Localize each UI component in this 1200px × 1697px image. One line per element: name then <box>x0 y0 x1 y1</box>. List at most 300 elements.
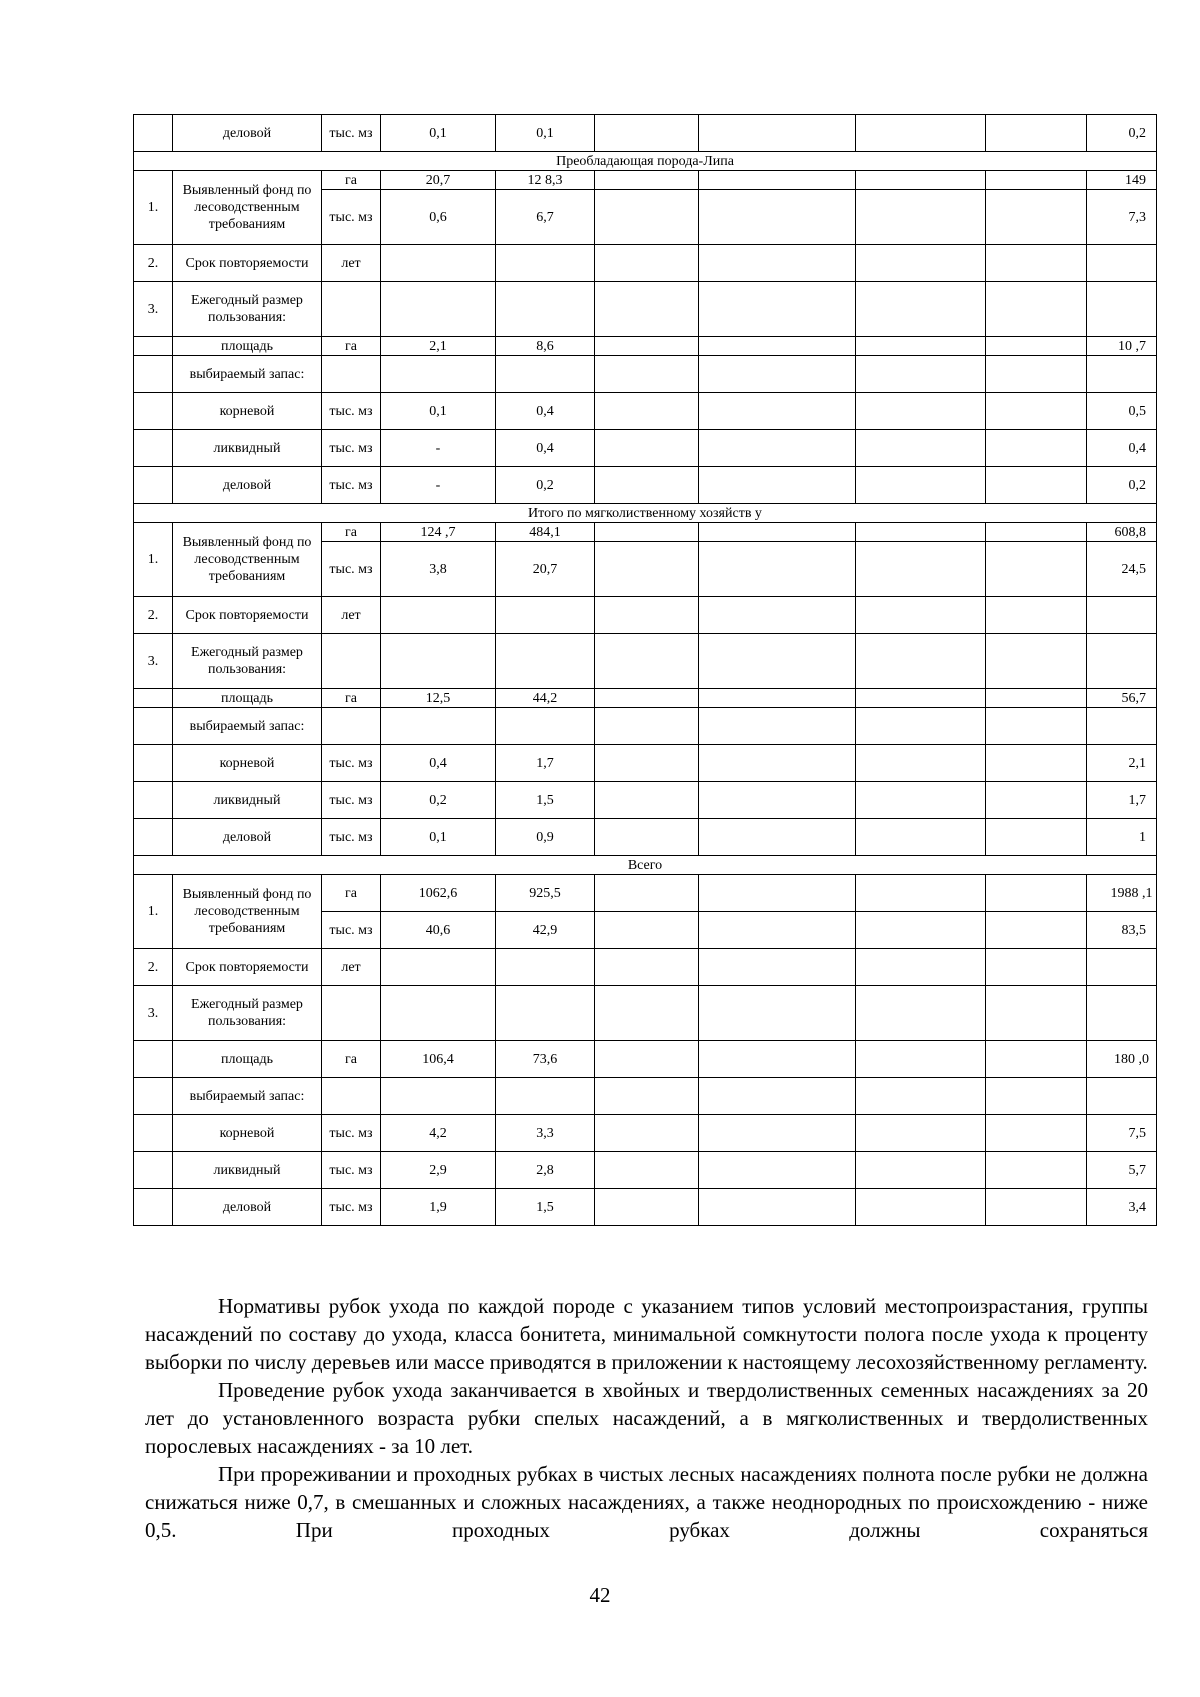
value-cell: 20,7 <box>496 542 595 597</box>
value-cell: 925,5 <box>496 875 595 912</box>
empty-cell <box>986 708 1087 745</box>
empty-cell <box>699 356 856 393</box>
row-label-cell: Ежегодный размер пользования: <box>173 986 322 1041</box>
section-title: Преобладающая порода-Липа <box>134 152 1157 171</box>
empty-cell <box>496 245 595 282</box>
table-row <box>134 152 1157 171</box>
value-cell: 1,5 <box>496 782 595 819</box>
table-row <box>134 504 1157 523</box>
empty-cell <box>699 1152 856 1189</box>
empty-cell <box>322 986 381 1041</box>
empty-cell <box>856 1189 986 1226</box>
unit-cell: лет <box>322 949 381 986</box>
empty-cell <box>986 430 1087 467</box>
total-cell: 0,5 <box>1087 393 1157 430</box>
table-row <box>134 523 1157 542</box>
row-number-cell: 2. <box>134 597 173 634</box>
row-label-cell: корневой <box>173 1115 322 1152</box>
empty-cell <box>595 875 699 912</box>
empty-cell <box>1087 634 1157 689</box>
empty-cell <box>856 393 986 430</box>
total-cell: 83,5 <box>1087 912 1157 949</box>
empty-cell <box>322 356 381 393</box>
total-cell: 7,5 <box>1087 1115 1157 1152</box>
empty-cell <box>986 689 1087 708</box>
table-row <box>134 1189 1157 1226</box>
value-cell: 0,6 <box>381 190 496 245</box>
unit-cell: тыс. мз <box>322 430 381 467</box>
empty-cell <box>381 634 496 689</box>
unit-cell: тыс. мз <box>322 1115 381 1152</box>
empty-cell <box>699 634 856 689</box>
table-row <box>134 856 1157 875</box>
unit-cell: лет <box>322 597 381 634</box>
empty-cell <box>699 393 856 430</box>
value-cell: 8,6 <box>496 337 595 356</box>
row-label-cell: ликвидный <box>173 430 322 467</box>
empty-cell <box>595 708 699 745</box>
value-cell: 6,7 <box>496 190 595 245</box>
unit-cell: тыс. мз <box>322 782 381 819</box>
unit-cell: га <box>322 171 381 190</box>
row-number-cell <box>134 1078 173 1115</box>
row-label-cell: площадь <box>173 689 322 708</box>
empty-cell <box>496 356 595 393</box>
empty-cell <box>595 190 699 245</box>
empty-cell <box>986 542 1087 597</box>
empty-cell <box>595 1152 699 1189</box>
row-number-cell: 2. <box>134 949 173 986</box>
table-row <box>134 745 1157 782</box>
empty-cell <box>595 689 699 708</box>
total-cell: 0,2 <box>1087 115 1157 152</box>
table-row <box>134 337 1157 356</box>
value-cell: 73,6 <box>496 1041 595 1078</box>
total-cell: 56,7 <box>1087 689 1157 708</box>
row-label-cell: площадь <box>173 337 322 356</box>
empty-cell <box>595 1115 699 1152</box>
unit-cell: тыс. мз <box>322 190 381 245</box>
empty-cell <box>595 356 699 393</box>
empty-cell <box>595 467 699 504</box>
empty-cell <box>986 245 1087 282</box>
row-number-cell <box>134 745 173 782</box>
empty-cell <box>986 875 1087 912</box>
empty-cell <box>986 1152 1087 1189</box>
row-label-cell: корневой <box>173 393 322 430</box>
paragraph: Проведение рубок ухода заканчивается в хвойных и твердолиственных семенных насаждениях за 20 лет до установленного возраста рубки спелых насаждений, а в мягколиственных и твердолиственных порослевых насаждениях - за 10 лет. <box>145 1378 1148 1458</box>
value-cell: 0,4 <box>496 430 595 467</box>
empty-cell <box>699 819 856 856</box>
empty-cell <box>986 171 1087 190</box>
table-row <box>134 949 1157 986</box>
empty-cell <box>381 986 496 1041</box>
empty-cell <box>856 356 986 393</box>
empty-cell <box>856 337 986 356</box>
empty-cell <box>986 782 1087 819</box>
row-number-cell: 3. <box>134 986 173 1041</box>
empty-cell <box>496 282 595 337</box>
empty-cell <box>856 949 986 986</box>
row-number-cell <box>134 337 173 356</box>
empty-cell <box>1087 708 1157 745</box>
empty-cell <box>595 245 699 282</box>
table-row <box>134 171 1157 190</box>
empty-cell <box>699 337 856 356</box>
empty-cell <box>856 282 986 337</box>
empty-cell <box>1087 949 1157 986</box>
row-label-cell: выбираемый запас: <box>173 708 322 745</box>
regulation-table-wrapper <box>133 114 1156 1226</box>
row-number-cell <box>134 115 173 152</box>
empty-cell <box>699 1041 856 1078</box>
empty-cell <box>381 245 496 282</box>
empty-cell <box>595 819 699 856</box>
total-cell: 1988 ,1 <box>1087 875 1157 912</box>
unit-cell: тыс. мз <box>322 1152 381 1189</box>
unit-cell: тыс. мз <box>322 467 381 504</box>
section-title: Итого по мягколиственному хозяйств у <box>134 504 1157 523</box>
empty-cell <box>595 912 699 949</box>
row-number-cell <box>134 1152 173 1189</box>
paragraph: Нормативы рубок ухода по каждой породе с указанием типов условий местопроизрастания, группы насаждений по составу до ухода, класса бонитета, минимальной сомкнутости полога после ухода к проценту выборки по числу деревьев или массе приводятся в приложении к настоящему лесохозяйственному регламенту. <box>145 1294 1148 1374</box>
value-cell: 4,2 <box>381 1115 496 1152</box>
table-row <box>134 782 1157 819</box>
value-cell: 20,7 <box>381 171 496 190</box>
empty-cell <box>381 356 496 393</box>
empty-cell <box>986 1078 1087 1115</box>
empty-cell <box>595 949 699 986</box>
unit-cell: га <box>322 689 381 708</box>
empty-cell <box>595 430 699 467</box>
row-label-cell: корневой <box>173 745 322 782</box>
row-label-cell: ликвидный <box>173 782 322 819</box>
empty-cell <box>986 819 1087 856</box>
value-cell: 106,4 <box>381 1041 496 1078</box>
empty-cell <box>699 1189 856 1226</box>
empty-cell <box>856 245 986 282</box>
page-number: 42 <box>589 1583 611 1607</box>
empty-cell <box>1087 356 1157 393</box>
empty-cell <box>856 745 986 782</box>
table-row <box>134 115 1157 152</box>
unit-cell: тыс. мз <box>322 393 381 430</box>
section-title: Всего <box>134 856 1157 875</box>
empty-cell <box>381 708 496 745</box>
empty-cell <box>699 1115 856 1152</box>
table-row <box>134 430 1157 467</box>
unit-cell: га <box>322 875 381 912</box>
empty-cell <box>856 782 986 819</box>
table-row <box>134 819 1157 856</box>
table-row <box>134 467 1157 504</box>
row-number-cell <box>134 430 173 467</box>
value-cell: 2,1 <box>381 337 496 356</box>
row-number-cell: 3. <box>134 634 173 689</box>
empty-cell <box>595 282 699 337</box>
empty-cell <box>496 949 595 986</box>
empty-cell <box>699 190 856 245</box>
total-cell: 0,4 <box>1087 430 1157 467</box>
value-cell: 2,9 <box>381 1152 496 1189</box>
total-cell: 180 ,0 <box>1087 1041 1157 1078</box>
empty-cell <box>856 171 986 190</box>
row-label-cell: Ежегодный размер пользования: <box>173 282 322 337</box>
unit-cell: га <box>322 337 381 356</box>
unit-cell: тыс. мз <box>322 542 381 597</box>
row-number-cell <box>134 819 173 856</box>
row-number-cell <box>134 1115 173 1152</box>
empty-cell <box>856 689 986 708</box>
row-label-cell: деловой <box>173 819 322 856</box>
empty-cell <box>381 282 496 337</box>
empty-cell <box>595 745 699 782</box>
empty-cell <box>595 1078 699 1115</box>
empty-cell <box>595 542 699 597</box>
empty-cell <box>699 745 856 782</box>
row-label-cell: площадь <box>173 1041 322 1078</box>
empty-cell <box>699 597 856 634</box>
row-number-cell <box>134 356 173 393</box>
empty-cell <box>986 634 1087 689</box>
value-cell <box>699 115 856 152</box>
row-label-cell: Срок повторяемости <box>173 949 322 986</box>
empty-cell <box>856 875 986 912</box>
empty-cell <box>699 467 856 504</box>
paragraph: При прореживании и проходных рубках в чистых лесных насаждениях полнота после рубки не должна снижаться ниже 0,7, в смешанных и сложных насаждениях, а также неоднородных по происхождению - ниже 0,5. При проходных рубках должны сохраняться <box>145 1462 1148 1542</box>
empty-cell <box>699 171 856 190</box>
value-cell: 1,9 <box>381 1189 496 1226</box>
value-cell: 1,7 <box>496 745 595 782</box>
empty-cell <box>986 745 1087 782</box>
empty-cell <box>699 245 856 282</box>
empty-cell <box>595 782 699 819</box>
empty-cell <box>699 986 856 1041</box>
value-cell: 0,1 <box>381 819 496 856</box>
empty-cell <box>986 523 1087 542</box>
empty-cell <box>595 986 699 1041</box>
row-label-cell: деловой <box>173 1189 322 1226</box>
unit-cell: лет <box>322 245 381 282</box>
empty-cell <box>595 393 699 430</box>
row-label-cell: выбираемый запас: <box>173 1078 322 1115</box>
total-cell: 24,5 <box>1087 542 1157 597</box>
empty-cell <box>496 708 595 745</box>
table-row <box>134 634 1157 689</box>
empty-cell <box>699 1078 856 1115</box>
value-cell: 0,2 <box>381 782 496 819</box>
value-cell: 0,9 <box>496 819 595 856</box>
table-row <box>134 689 1157 708</box>
total-cell: 5,7 <box>1087 1152 1157 1189</box>
empty-cell <box>856 986 986 1041</box>
table-row <box>134 1152 1157 1189</box>
unit-cell: тыс. мз <box>322 1189 381 1226</box>
empty-cell <box>699 782 856 819</box>
row-number-cell: 1. <box>134 171 173 245</box>
empty-cell <box>1087 986 1157 1041</box>
empty-cell <box>595 634 699 689</box>
empty-cell <box>986 1115 1087 1152</box>
value-cell: 44,2 <box>496 689 595 708</box>
empty-cell <box>699 430 856 467</box>
unit-cell: тыс. мз <box>322 819 381 856</box>
regulation-table <box>133 114 1157 1226</box>
empty-cell <box>381 949 496 986</box>
empty-cell <box>986 1189 1087 1226</box>
empty-cell <box>496 1078 595 1115</box>
row-label-cell: Срок повторяемости <box>173 245 322 282</box>
empty-cell <box>986 190 1087 245</box>
value-cell: 12 8,3 <box>496 171 595 190</box>
empty-cell <box>986 467 1087 504</box>
table-row <box>134 1115 1157 1152</box>
empty-cell <box>856 523 986 542</box>
table-row <box>134 597 1157 634</box>
value-cell: 12,5 <box>381 689 496 708</box>
row-number-cell <box>134 1041 173 1078</box>
total-cell: 3,4 <box>1087 1189 1157 1226</box>
empty-cell <box>699 282 856 337</box>
table-row <box>134 1041 1157 1078</box>
empty-cell <box>496 634 595 689</box>
total-cell: 608,8 <box>1087 523 1157 542</box>
row-label-cell: деловой <box>173 467 322 504</box>
empty-cell <box>986 337 1087 356</box>
empty-cell <box>986 597 1087 634</box>
empty-cell <box>595 1041 699 1078</box>
value-cell <box>595 115 699 152</box>
row-label-cell: Выявленный фонд по лесоводственным требованиям <box>173 523 322 597</box>
value-cell: 0,2 <box>496 467 595 504</box>
value-cell: 0,1 <box>381 115 496 152</box>
empty-cell <box>595 337 699 356</box>
empty-cell <box>986 986 1087 1041</box>
empty-cell <box>1087 282 1157 337</box>
table-row <box>134 708 1157 745</box>
total-cell: 2,1 <box>1087 745 1157 782</box>
empty-cell <box>595 1189 699 1226</box>
total-cell: 1 <box>1087 819 1157 856</box>
row-label-cell: Выявленный фонд по лесоводственным требованиям <box>173 875 322 949</box>
empty-cell <box>322 708 381 745</box>
empty-cell <box>986 912 1087 949</box>
empty-cell <box>856 190 986 245</box>
row-label-cell: Срок повторяемости <box>173 597 322 634</box>
empty-cell <box>381 597 496 634</box>
empty-cell <box>699 875 856 912</box>
value-cell: 124 ,7 <box>381 523 496 542</box>
value-cell: 3,8 <box>381 542 496 597</box>
empty-cell <box>699 542 856 597</box>
empty-cell <box>856 708 986 745</box>
value-cell: 40,6 <box>381 912 496 949</box>
empty-cell <box>699 949 856 986</box>
empty-cell <box>986 356 1087 393</box>
value-cell: 3,3 <box>496 1115 595 1152</box>
row-number-cell <box>134 1189 173 1226</box>
empty-cell <box>322 634 381 689</box>
empty-cell <box>496 986 595 1041</box>
empty-cell <box>322 282 381 337</box>
empty-cell <box>322 1078 381 1115</box>
total-cell: 7,3 <box>1087 190 1157 245</box>
value-cell <box>856 115 986 152</box>
value-cell: - <box>381 467 496 504</box>
row-number-cell: 3. <box>134 282 173 337</box>
row-label-cell: Выявленный фонд по лесоводственным требованиям <box>173 171 322 245</box>
empty-cell <box>595 523 699 542</box>
value-cell: 0,1 <box>381 393 496 430</box>
empty-cell <box>986 949 1087 986</box>
empty-cell <box>856 912 986 949</box>
row-number-cell <box>134 782 173 819</box>
unit-cell: тыс. мз <box>322 745 381 782</box>
empty-cell <box>699 689 856 708</box>
value-cell: - <box>381 430 496 467</box>
empty-cell <box>856 1115 986 1152</box>
empty-cell <box>595 597 699 634</box>
empty-cell <box>699 912 856 949</box>
empty-cell <box>856 597 986 634</box>
body-text <box>145 1292 1148 1544</box>
value-cell: 1062,6 <box>381 875 496 912</box>
empty-cell <box>1087 597 1157 634</box>
row-number-cell <box>134 393 173 430</box>
empty-cell <box>1087 1078 1157 1115</box>
table-row <box>134 1078 1157 1115</box>
row-number-cell <box>134 467 173 504</box>
empty-cell <box>496 597 595 634</box>
empty-cell <box>1087 245 1157 282</box>
table-row <box>134 875 1157 912</box>
row-number-cell <box>134 708 173 745</box>
row-number-cell <box>134 689 173 708</box>
unit-cell: га <box>322 1041 381 1078</box>
total-cell: 0,2 <box>1087 467 1157 504</box>
empty-cell <box>856 1078 986 1115</box>
value-cell <box>986 115 1087 152</box>
empty-cell <box>595 171 699 190</box>
empty-cell <box>856 1152 986 1189</box>
value-cell: 0,1 <box>496 115 595 152</box>
empty-cell <box>856 467 986 504</box>
empty-cell <box>856 1041 986 1078</box>
empty-cell <box>699 523 856 542</box>
value-cell: 0,4 <box>496 393 595 430</box>
empty-cell <box>856 819 986 856</box>
empty-cell <box>381 1078 496 1115</box>
row-number-cell: 1. <box>134 875 173 949</box>
empty-cell <box>986 282 1087 337</box>
value-cell: 42,9 <box>496 912 595 949</box>
unit-cell: тыс. мз <box>322 912 381 949</box>
total-cell: 1,7 <box>1087 782 1157 819</box>
empty-cell <box>856 430 986 467</box>
total-cell: 10 ,7 <box>1087 337 1157 356</box>
total-cell: 149 <box>1087 171 1157 190</box>
unit-cell: га <box>322 523 381 542</box>
empty-cell <box>699 708 856 745</box>
empty-cell <box>856 542 986 597</box>
value-cell: 1,5 <box>496 1189 595 1226</box>
table-row <box>134 393 1157 430</box>
row-label-cell: Ежегодный размер пользования: <box>173 634 322 689</box>
value-cell: 484,1 <box>496 523 595 542</box>
unit-cell: тыс. мз <box>322 115 381 152</box>
row-label-cell: выбираемый запас: <box>173 356 322 393</box>
value-cell: 2,8 <box>496 1152 595 1189</box>
